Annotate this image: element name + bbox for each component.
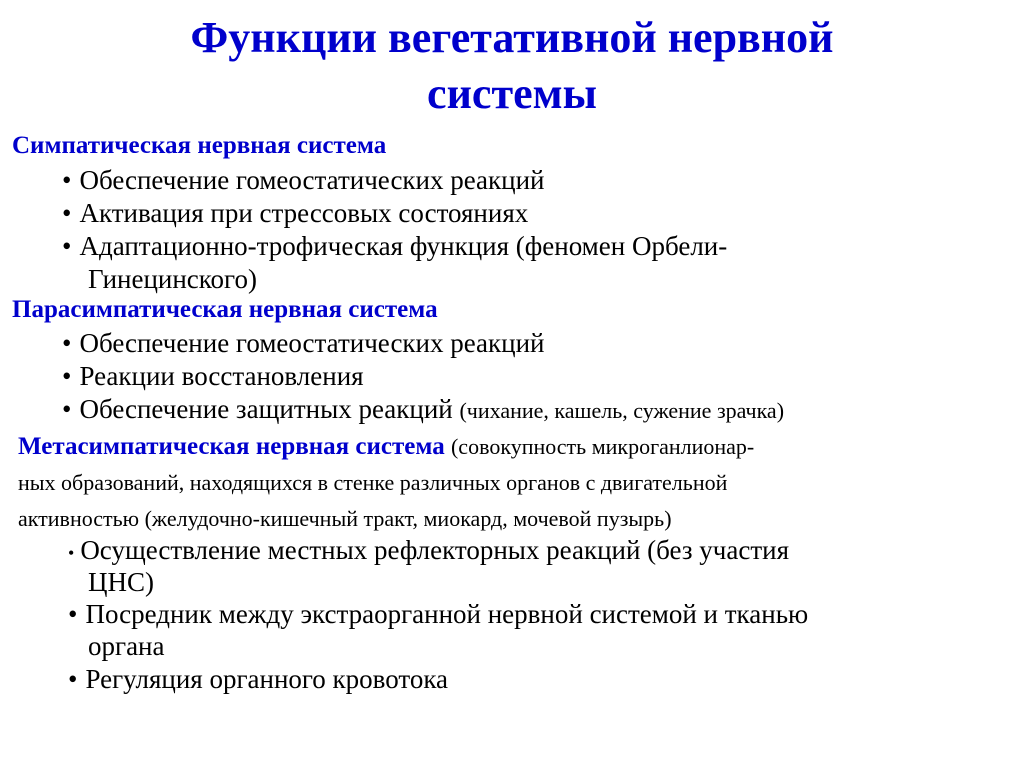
bullet-icon: •: [68, 599, 78, 629]
parasympathetic-item-2: [62, 360, 364, 392]
parasympathetic-item-1: [62, 327, 545, 359]
metasympathetic-note-1: (совокупность микроганлионар-: [450, 434, 755, 459]
metasympathetic-item-2-text: Посредник между экстраорганной нервной системой и тканью: [85, 599, 809, 629]
parasympathetic-heading: Парасимпатическая нервная система: [12, 296, 438, 323]
bullet-icon: •: [62, 231, 72, 261]
metasympathetic-heading-line: [18, 432, 754, 462]
bullet-icon: •: [62, 328, 72, 358]
metasympathetic-heading: Метасимпатическая нервная система: [18, 433, 445, 460]
parasympathetic-item-1-text: Обеспечение гомеостатических реакций: [79, 328, 545, 358]
metasympathetic-item-2-continuation: органа: [88, 631, 165, 661]
sympathetic-item-3-continuation: Гинецинского): [88, 264, 257, 294]
bullet-icon: •: [62, 165, 72, 195]
sympathetic-heading: Симпатическая нервная система: [12, 132, 387, 159]
metasympathetic-note-3: активностью (желудочно-кишечный тракт, миокард, мочевой пузырь): [18, 506, 672, 531]
sympathetic-item-1: [62, 164, 545, 196]
title-line-1: Функции вегетативной нервной: [190, 13, 834, 62]
parasympathetic-item-3-note: (чихание, кашель, сужение зрачка): [459, 398, 785, 423]
parasympathetic-item-3: [62, 393, 784, 427]
metasympathetic-item-3-text: Регуляция органного кровотока: [85, 664, 449, 694]
sympathetic-item-2: [62, 197, 528, 229]
bullet-icon: •: [62, 394, 72, 424]
sympathetic-item-3: [62, 230, 727, 262]
bullet-icon: •: [62, 361, 72, 391]
sympathetic-item-2-text: Активация при стрессовых состояниях: [79, 198, 529, 228]
bullet-icon: •: [68, 543, 75, 563]
slide-title: [0, 10, 1024, 122]
metasympathetic-item-3: [68, 663, 448, 695]
metasympathetic-item-1-continuation: ЦНС): [88, 567, 154, 597]
parasympathetic-item-2-text: Реакции восстановления: [79, 361, 364, 391]
bullet-icon: •: [68, 664, 78, 694]
metasympathetic-item-2: [68, 598, 808, 630]
sympathetic-item-3-text: Адаптационно-трофическая функция (феномен Орбели-: [79, 231, 728, 261]
metasympathetic-item-1-text: Осуществление местных рефлекторных реакций (без участия: [80, 535, 789, 565]
bullet-icon: •: [62, 198, 72, 228]
metasympathetic-note-2: ных образований, находящихся в стенке различных органов с двигательной: [18, 470, 728, 495]
parasympathetic-item-3-text: Обеспечение защитных реакций: [79, 394, 453, 424]
title-line-2: системы: [427, 69, 597, 118]
sympathetic-item-1-text: Обеспечение гомеостатических реакций: [79, 165, 545, 195]
metasympathetic-item-1: [68, 534, 789, 569]
